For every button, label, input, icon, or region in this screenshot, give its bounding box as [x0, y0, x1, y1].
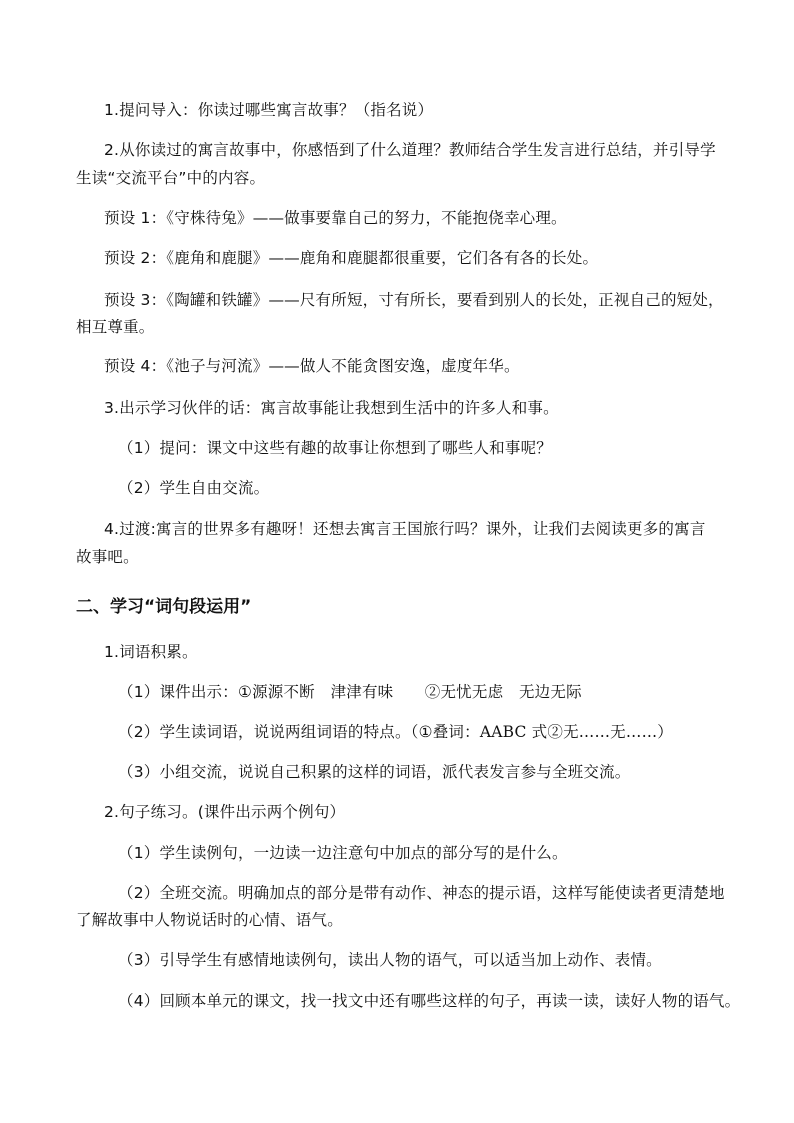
intro-item-1: 1.提问导入：你读过哪些寓言故事？（指名说） — [104, 101, 434, 119]
section-2-item-1: 1.词语积累。 — [104, 643, 198, 661]
intro-item-2-line1: 2.从你读过的寓言故事中，你感悟到了什么道理？教师结合学生发言进行总结，并引导学 — [104, 141, 716, 159]
sub-2-words: 叠词：AABC 式②无……无……） — [432, 723, 673, 741]
intro-item-3: 3.出示学习伙伴的话：寓言故事能让我想到生活中的许多人和事。 — [104, 399, 559, 417]
intro-item-4-line2: 故事吧。 — [76, 548, 139, 566]
preset-4 — [104, 351, 740, 381]
intro-item-4-line1: 4.过渡:寓言的世界多有趣呀！还想去寓言王国旅行吗？课外，让我们去阅读更多的寓言 — [104, 520, 706, 538]
preset-4-label: 预设 4： — [104, 357, 167, 375]
preset-3-label: 预设 3： — [104, 291, 167, 309]
preset-3-line1 — [104, 285, 740, 315]
section-2-item-1-sub-2 — [118, 717, 740, 747]
preset-1-label: 预设 1： — [104, 209, 167, 227]
section-2-item-1-sub-1 — [118, 677, 740, 707]
section-2-item-2-sub-4: （4）回顾本单元的课文，找一找文中还有哪些这样的句子，再读一读，读好人物的语气。 — [118, 992, 741, 1010]
intro-item-3-sub-1: （1）提问：课文中这些有趣的故事让你想到了哪些人和事呢？ — [118, 439, 552, 457]
section-2-item-2-sub-2-line1: （2）全班交流。明确加点的部分是带有动作、神态的提示语，这样写能使读者更清楚地 — [118, 884, 725, 902]
sub-2-prefix: （2）学生读词语，说说两组词语的特点。（① — [118, 723, 433, 741]
sub-1-words: 源源不断 津津有味 ②无忧无虑 无边无际 — [252, 683, 582, 701]
intro-item-3-sub-2: （2）学生自由交流。 — [118, 479, 270, 497]
preset-2-content: 《鹿角和鹿腿》——鹿角和鹿腿都很重要，它们各有各的长处。 — [166, 249, 599, 267]
preset-3-content-line1: 《陶罐和铁罐》——尺有所短，寸有所长，要看到别人的长处，正视自己的短处， — [166, 291, 724, 309]
preset-4-content: 《池子与河流》——做人不能贪图安逸，虚度年华。 — [166, 357, 520, 375]
preset-3-content-line2: 相互尊重。 — [76, 318, 155, 336]
preset-1-content: 《守株待兔》——做事要靠自己的努力，不能抱侥幸心理。 — [166, 209, 567, 227]
section-2-item-1-sub-3: （3）小组交流，说说自己积累的这样的词语，派代表发言参与全班交流。 — [118, 763, 631, 781]
preset-2 — [104, 243, 740, 273]
section-2-item-2-sub-3: （3）引导学生有感情地读例句，读出人物的语气，可以适当加上动作、表情。 — [118, 951, 662, 969]
section-2-title: 二、学习“词句段运用” — [76, 597, 252, 617]
section-2-item-2-sub-2-line2: 了解故事中人物说话时的心情、语气。 — [76, 911, 343, 929]
intro-item-2-line2: 生读“交流平台”中的内容。 — [76, 169, 266, 187]
preset-1 — [104, 203, 740, 233]
section-2-item-2-sub-1: （1）学生读例句，一边读一边注意句中加点的部分写的是什么。 — [118, 844, 568, 862]
section-2-item-2: 2.句子练习。(课件出示两个例句） — [104, 803, 346, 821]
sub-1-prefix: （1）课件出示：① — [118, 683, 253, 701]
preset-2-label: 预设 2： — [104, 249, 167, 267]
